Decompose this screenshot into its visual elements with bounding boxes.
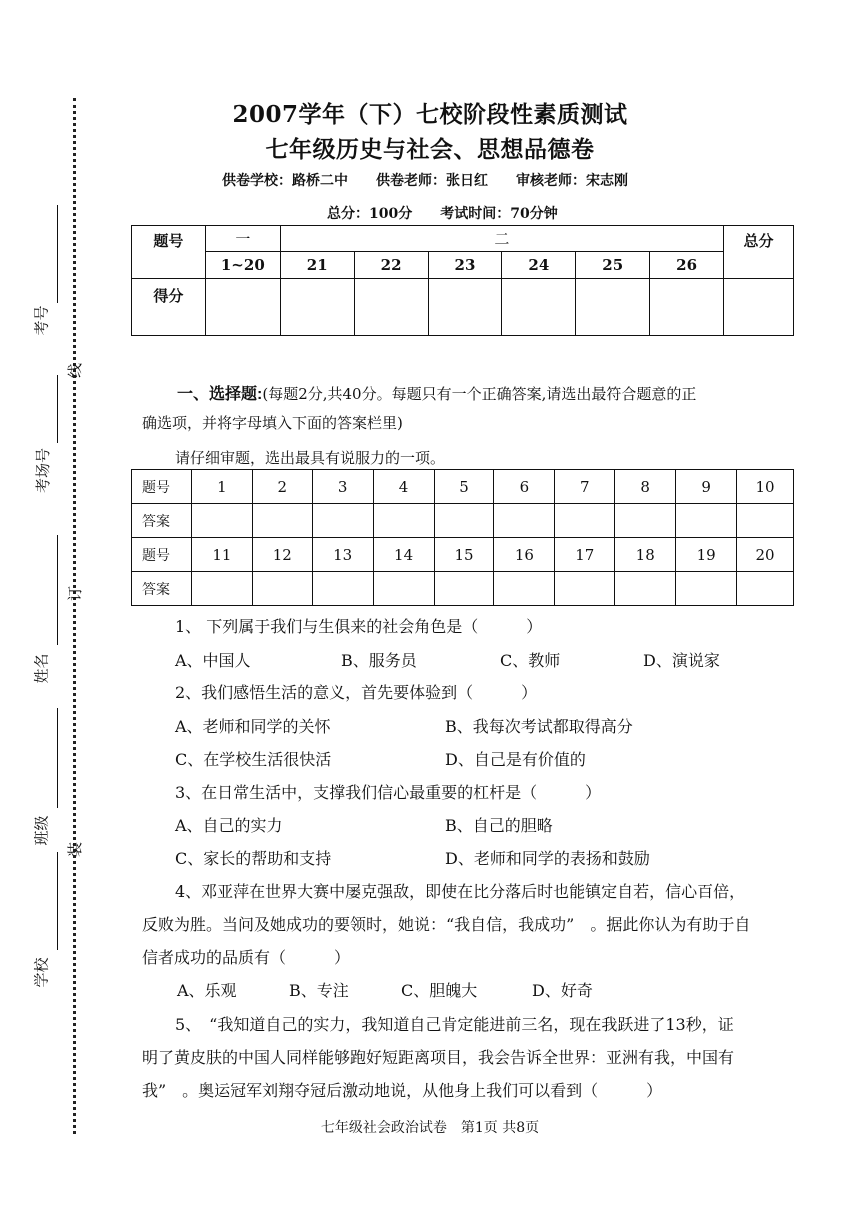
- answer-cell[interactable]: [252, 504, 312, 538]
- q4-line-2: 反败为胜。当问及她成功的要领时，她说：“我自信，我成功” 。据此你认为有助于自: [142, 915, 751, 934]
- exam-room-label: 考场号: [34, 447, 53, 494]
- q3-stem: 3、在日常生活中，支撑我们信心最重要的杠杆是（ ）: [175, 783, 602, 802]
- school-blank[interactable]: [57, 852, 58, 950]
- score-table-total: 总分: [724, 226, 794, 279]
- q5-line-3: 我” 。奥运冠军刘翔夺冠后激动地说，从他身上我们可以看到（ ）: [142, 1081, 663, 1100]
- q4-option-b[interactable]: B、专注: [289, 981, 349, 1000]
- class-label: 班级: [32, 815, 51, 846]
- score-table-part1: 一: [205, 226, 280, 252]
- answer-table: [131, 469, 794, 606]
- question-number: 7: [555, 470, 615, 504]
- q2-option-b[interactable]: B、我每次考试都取得高分: [445, 717, 633, 736]
- question-number: 6: [494, 470, 555, 504]
- score-table-defen: 得分: [132, 279, 206, 336]
- name-label: 姓名: [32, 653, 51, 684]
- score-cell[interactable]: [280, 279, 354, 336]
- question-number: 3: [312, 470, 373, 504]
- class-blank[interactable]: [57, 708, 58, 808]
- exam-room-blank[interactable]: [57, 375, 58, 443]
- school-label: 学校: [32, 957, 51, 988]
- answer-cell[interactable]: [676, 572, 737, 606]
- exam-number-blank[interactable]: [57, 205, 58, 303]
- answer-cell[interactable]: [312, 572, 373, 606]
- answer-row-label-a: 答案: [132, 572, 192, 606]
- answer-cell[interactable]: [373, 572, 434, 606]
- score-col-25: 25: [576, 252, 650, 279]
- answer-cell[interactable]: [737, 572, 794, 606]
- score-cell[interactable]: [205, 279, 280, 336]
- question-number: 8: [615, 470, 676, 504]
- exam-number-label: 考号: [32, 305, 51, 336]
- score-cell[interactable]: [502, 279, 576, 336]
- reviewer: 审核老师：宋志刚: [516, 173, 628, 189]
- score-table: [131, 225, 794, 336]
- question-number: 12: [252, 538, 312, 572]
- answer-cell[interactable]: [191, 572, 252, 606]
- score-col-22: 22: [354, 252, 428, 279]
- section1-instruction: 请仔细审题，选出最具有说服力的一项。: [175, 449, 446, 467]
- answer-cell[interactable]: [434, 572, 494, 606]
- score-cell[interactable]: [650, 279, 724, 336]
- name-blank[interactable]: [57, 535, 58, 645]
- answer-cell[interactable]: [737, 504, 794, 538]
- binding-dotted-line: [73, 98, 76, 1134]
- answer-cell[interactable]: [252, 572, 312, 606]
- answer-cell[interactable]: [555, 572, 615, 606]
- question-number: 15: [434, 538, 494, 572]
- supplier-school: 供卷学校：路桥二中: [222, 173, 348, 189]
- q1-option-b[interactable]: B、服务员: [341, 651, 417, 670]
- answer-cell[interactable]: [494, 572, 555, 606]
- q3-option-c[interactable]: C、家长的帮助和支持: [175, 849, 332, 868]
- q3-option-d[interactable]: D、老师和同学的表扬和鼓励: [445, 849, 650, 868]
- answer-row-label-q: 题号: [132, 470, 192, 504]
- binding-mark-xian: 线: [66, 362, 85, 379]
- q1-stem: 1、 下列属于我们与生俱来的社会角色是（ ）: [175, 617, 543, 636]
- exam-subtitle: 七年级历史与社会、思想品德卷: [265, 136, 595, 163]
- score-cell[interactable]: [576, 279, 650, 336]
- score-cell[interactable]: [428, 279, 502, 336]
- q4-line-1: 4、邓亚萍在世界大赛中屡克强敌，即使在比分落后时也能镇定自若，信心百倍，: [175, 882, 746, 901]
- question-number: 5: [434, 470, 494, 504]
- score-col-23: 23: [428, 252, 502, 279]
- page-footer: 七年级社会政治试卷 第1页 共8页: [320, 1120, 540, 1136]
- question-number: 10: [737, 470, 794, 504]
- score-and-time: 总分：100分 考试时间：70分钟: [327, 206, 558, 222]
- answer-cell[interactable]: [494, 504, 555, 538]
- score-col-21: 21: [280, 252, 354, 279]
- q3-option-b[interactable]: B、自己的胆略: [445, 816, 553, 835]
- exam-author-info: [222, 170, 628, 190]
- q1-option-a[interactable]: A、中国人: [175, 651, 251, 670]
- question-number: 1: [191, 470, 252, 504]
- score-cell[interactable]: [354, 279, 428, 336]
- q4-option-a[interactable]: A、乐观: [177, 981, 237, 1000]
- q5-line-2: 明了黄皮肤的中国人同样能够跑好短距离项目，我会告诉全世界：亚洲有我，中国有: [142, 1048, 735, 1067]
- q4-option-c[interactable]: C、胆魄大: [401, 981, 478, 1000]
- question-number: 11: [191, 538, 252, 572]
- score-col-1-20: 1~20: [205, 252, 280, 279]
- question-number: 2: [252, 470, 312, 504]
- supplier-teacher: 供卷老师：张日红: [376, 173, 488, 189]
- question-number: 18: [615, 538, 676, 572]
- section1-desc-2: 确选项，并将字母填入下面的答案栏里): [142, 414, 403, 432]
- binding-mark-zhuang: 装: [66, 841, 85, 858]
- question-number: 17: [555, 538, 615, 572]
- q5-line-1: 5、 “我知道自己的实力，我知道自己肯定能进前三名，现在我跃进了13秒，证: [175, 1015, 734, 1034]
- question-number: 16: [494, 538, 555, 572]
- question-number: 20: [737, 538, 794, 572]
- answer-cell[interactable]: [373, 504, 434, 538]
- section1-desc-1: (每题2分,共40分。每题只有一个正确答案,请选出最符合题意的正: [262, 385, 697, 403]
- score-table-tihao: 题号: [132, 226, 206, 279]
- q4-option-d[interactable]: D、好奇: [532, 981, 593, 1000]
- question-number: 4: [373, 470, 434, 504]
- q4-line-3: 信者成功的品质有（ ）: [142, 948, 351, 967]
- q1-option-d[interactable]: D、演说家: [643, 651, 720, 670]
- q2-stem: 2、我们感悟生活的意义，首先要体验到（ ）: [175, 683, 538, 702]
- answer-cell[interactable]: [191, 504, 252, 538]
- q1-option-c[interactable]: C、教师: [500, 651, 561, 670]
- answer-cell[interactable]: [676, 504, 737, 538]
- q2-option-a[interactable]: A、老师和同学的关怀: [175, 717, 331, 736]
- q2-option-c[interactable]: C、在学校生活很快活: [175, 750, 332, 769]
- section1-intro: [177, 381, 696, 404]
- question-number: 9: [676, 470, 737, 504]
- answer-cell[interactable]: [615, 572, 676, 606]
- answer-cell[interactable]: [434, 504, 494, 538]
- q2-option-d[interactable]: D、自己是有价值的: [445, 750, 586, 769]
- score-col-24: 24: [502, 252, 576, 279]
- score-cell-total[interactable]: [724, 279, 794, 336]
- answer-row-label-a: 答案: [132, 504, 192, 538]
- answer-cell[interactable]: [615, 504, 676, 538]
- score-table-part2: 二: [280, 226, 723, 252]
- question-number: 19: [676, 538, 737, 572]
- q3-option-a[interactable]: A、自己的实力: [175, 816, 283, 835]
- score-col-26: 26: [650, 252, 724, 279]
- exam-title: 2007学年（下）七校阶段性素质测试: [232, 101, 628, 128]
- answer-cell[interactable]: [312, 504, 373, 538]
- question-number: 14: [373, 538, 434, 572]
- answer-cell[interactable]: [555, 504, 615, 538]
- section1-heading: 一、选择题:: [177, 386, 263, 403]
- answer-row-label-q: 题号: [132, 538, 192, 572]
- question-number: 13: [312, 538, 373, 572]
- binding-mark-ding: 订: [66, 585, 85, 602]
